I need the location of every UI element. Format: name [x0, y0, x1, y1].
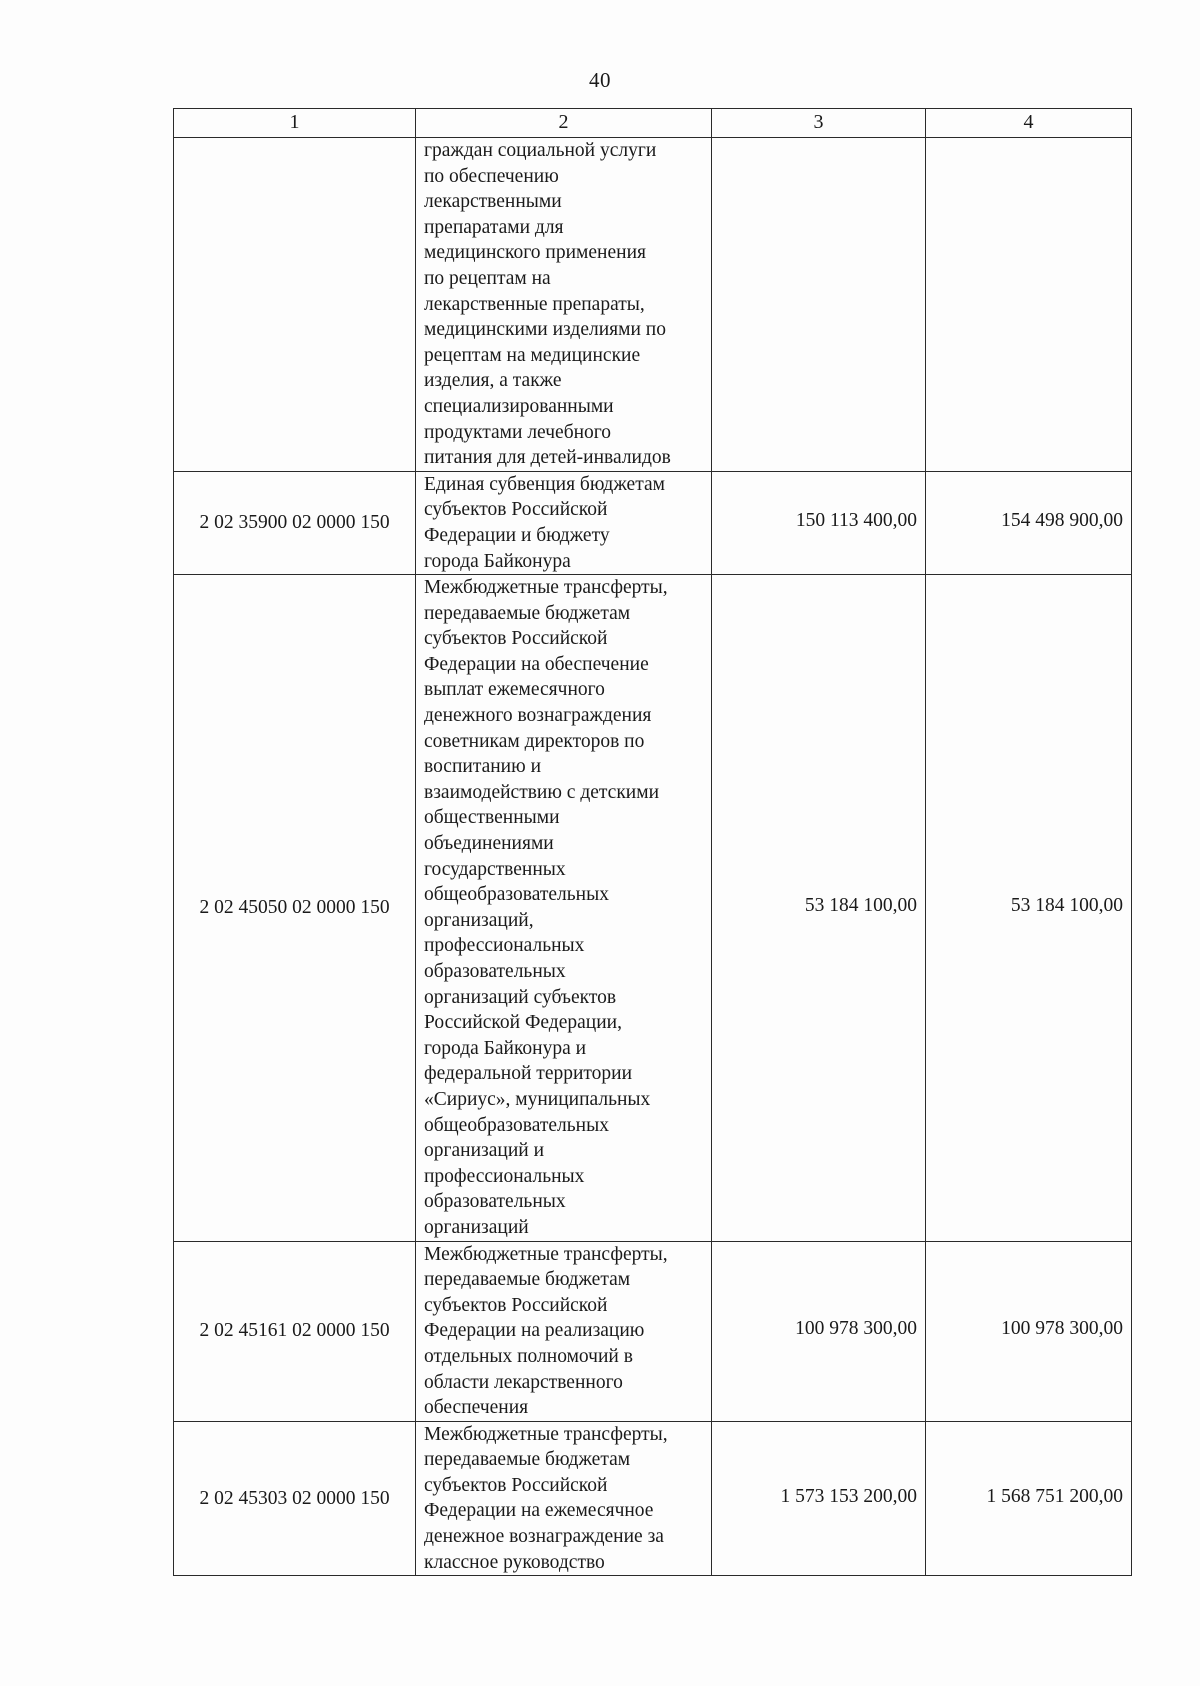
description-line: общеобразовательных	[424, 884, 609, 906]
description-line: профессиональных	[424, 1165, 585, 1187]
amount-col-4-cell	[926, 138, 1132, 472]
header-row	[174, 109, 1132, 138]
amount-value: 53 184 100,00	[804, 895, 917, 917]
description-line: медицинского применения	[424, 242, 646, 264]
header-col-2: 2	[416, 109, 712, 138]
description-line: Межбюджетные трансферты,	[424, 1423, 668, 1445]
amount-value: 150 113 400,00	[795, 510, 917, 532]
description-line: отдельных полномочий в	[424, 1345, 633, 1367]
description-line: взаимодействию с детскими	[424, 781, 660, 803]
description-cell	[416, 1241, 712, 1421]
description-line: Федерации и бюджету	[424, 524, 610, 546]
description-line: Единая субвенция бюджетам	[424, 473, 665, 495]
description-line: медицинскими изделиями по	[424, 319, 666, 341]
description-line: объединениями	[424, 833, 554, 855]
description-line: государственных	[424, 858, 566, 880]
description-line: субъектов Российской	[424, 628, 608, 650]
description-line: граждан социальной услуги	[424, 140, 657, 161]
description-line: передаваемые бюджетам	[424, 1269, 631, 1291]
description-line: передаваемые бюджетам	[424, 602, 631, 624]
description-line: организаций,	[424, 909, 534, 931]
description-cell	[416, 1421, 712, 1576]
description-line: обеспечения	[424, 1397, 529, 1419]
page-number: 40	[589, 68, 611, 92]
amount-value: 53 184 100,00	[1010, 895, 1123, 917]
table-body	[174, 138, 1132, 1576]
description-line: Российской Федерации,	[424, 1012, 622, 1034]
budget-code-cell: 2 02 35900 02 0000 150	[174, 471, 416, 574]
description-cell	[416, 471, 712, 574]
table-row	[174, 1241, 1132, 1421]
description-line: передаваемые бюджетам	[424, 1449, 631, 1471]
amount-value: 100 978 300,00	[1001, 1318, 1123, 1340]
budget-code-cell	[174, 138, 416, 472]
table-row	[174, 1421, 1132, 1576]
amount-value: 1 573 153 200,00	[780, 1485, 917, 1507]
amount-value: 1 568 751 200,00	[986, 1485, 1123, 1507]
amount-col-4-cell	[926, 575, 1132, 1241]
description-line: воспитанию и	[424, 756, 541, 778]
budget-code-cell: 2 02 45303 02 0000 150	[174, 1421, 416, 1576]
header-col-1: 1	[174, 109, 416, 138]
description-line: общественными	[424, 807, 560, 829]
table-row	[174, 138, 1132, 472]
description-line: города Байконура и	[424, 1037, 587, 1059]
header-col-4: 4	[926, 109, 1132, 138]
description-line: изделия, а также	[424, 370, 562, 392]
description-line: федеральной территории	[424, 1063, 633, 1085]
description-line: образовательных	[424, 961, 566, 982]
description-line: денежного вознаграждения	[424, 705, 652, 727]
header-col-3: 3	[712, 109, 926, 138]
description-line: субъектов Российской	[424, 499, 608, 521]
description-line: общеобразовательных	[424, 1114, 609, 1136]
budget-code-cell: 2 02 45050 02 0000 150	[174, 575, 416, 1241]
description-line: лекарственными	[424, 191, 562, 213]
description-line: денежное вознаграждение за	[424, 1526, 664, 1548]
description-line: профессиональных	[424, 935, 585, 957]
description-line: субъектов Российской	[424, 1474, 608, 1496]
description-line: Межбюджетные трансферты,	[424, 577, 668, 599]
description-line: препаратами для	[424, 216, 564, 238]
amount-col-4-cell	[926, 471, 1132, 574]
description-line: города Байконура	[424, 550, 571, 572]
table-header	[174, 109, 1132, 138]
description-cell	[416, 138, 712, 472]
description-line: Федерации на ежемесячное	[424, 1500, 654, 1522]
description-line: организаций	[424, 1216, 529, 1238]
description-line: Межбюджетные трансферты,	[424, 1243, 668, 1265]
description-cell	[416, 575, 712, 1241]
description-line: организаций и	[424, 1140, 544, 1162]
description-line: выплат ежемесячного	[424, 679, 605, 701]
amount-col-4-cell	[926, 1241, 1132, 1421]
table-row	[174, 575, 1132, 1241]
amount-col-3-cell	[712, 1241, 926, 1421]
description-line: питания для детей-инвалидов	[424, 447, 671, 469]
description-line: по рецептам на	[424, 267, 551, 289]
description-line: образовательных	[424, 1191, 566, 1213]
description-line: области лекарственного	[424, 1371, 623, 1393]
budget-code-cell: 2 02 45161 02 0000 150	[174, 1241, 416, 1421]
description-line: по обеспечению	[424, 165, 559, 187]
description-line: советникам директоров по	[424, 730, 645, 752]
description-line: продуктами лечебного	[424, 421, 612, 443]
description-line: классное руководство	[424, 1551, 605, 1573]
amount-col-3-cell	[712, 575, 926, 1241]
description-line: Федерации на обеспечение	[424, 653, 649, 675]
description-line: Федерации на реализацию	[424, 1320, 645, 1342]
amount-col-3-cell	[712, 138, 926, 472]
description-line: лекарственные препараты,	[424, 293, 645, 315]
description-line: специализированными	[424, 395, 614, 417]
amount-col-3-cell	[712, 1421, 926, 1576]
description-line: «Сириус», муниципальных	[424, 1088, 651, 1110]
amount-value: 100 978 300,00	[795, 1318, 917, 1340]
description-line: организаций субъектов	[424, 986, 617, 1008]
description-line: рецептам на медицинские	[424, 344, 641, 366]
table-row	[174, 471, 1132, 574]
amount-col-3-cell	[712, 471, 926, 574]
budget-table	[173, 108, 1132, 1576]
description-line: субъектов Российской	[424, 1294, 608, 1316]
amount-value: 154 498 900,00	[1001, 510, 1123, 532]
amount-col-4-cell	[926, 1421, 1132, 1576]
